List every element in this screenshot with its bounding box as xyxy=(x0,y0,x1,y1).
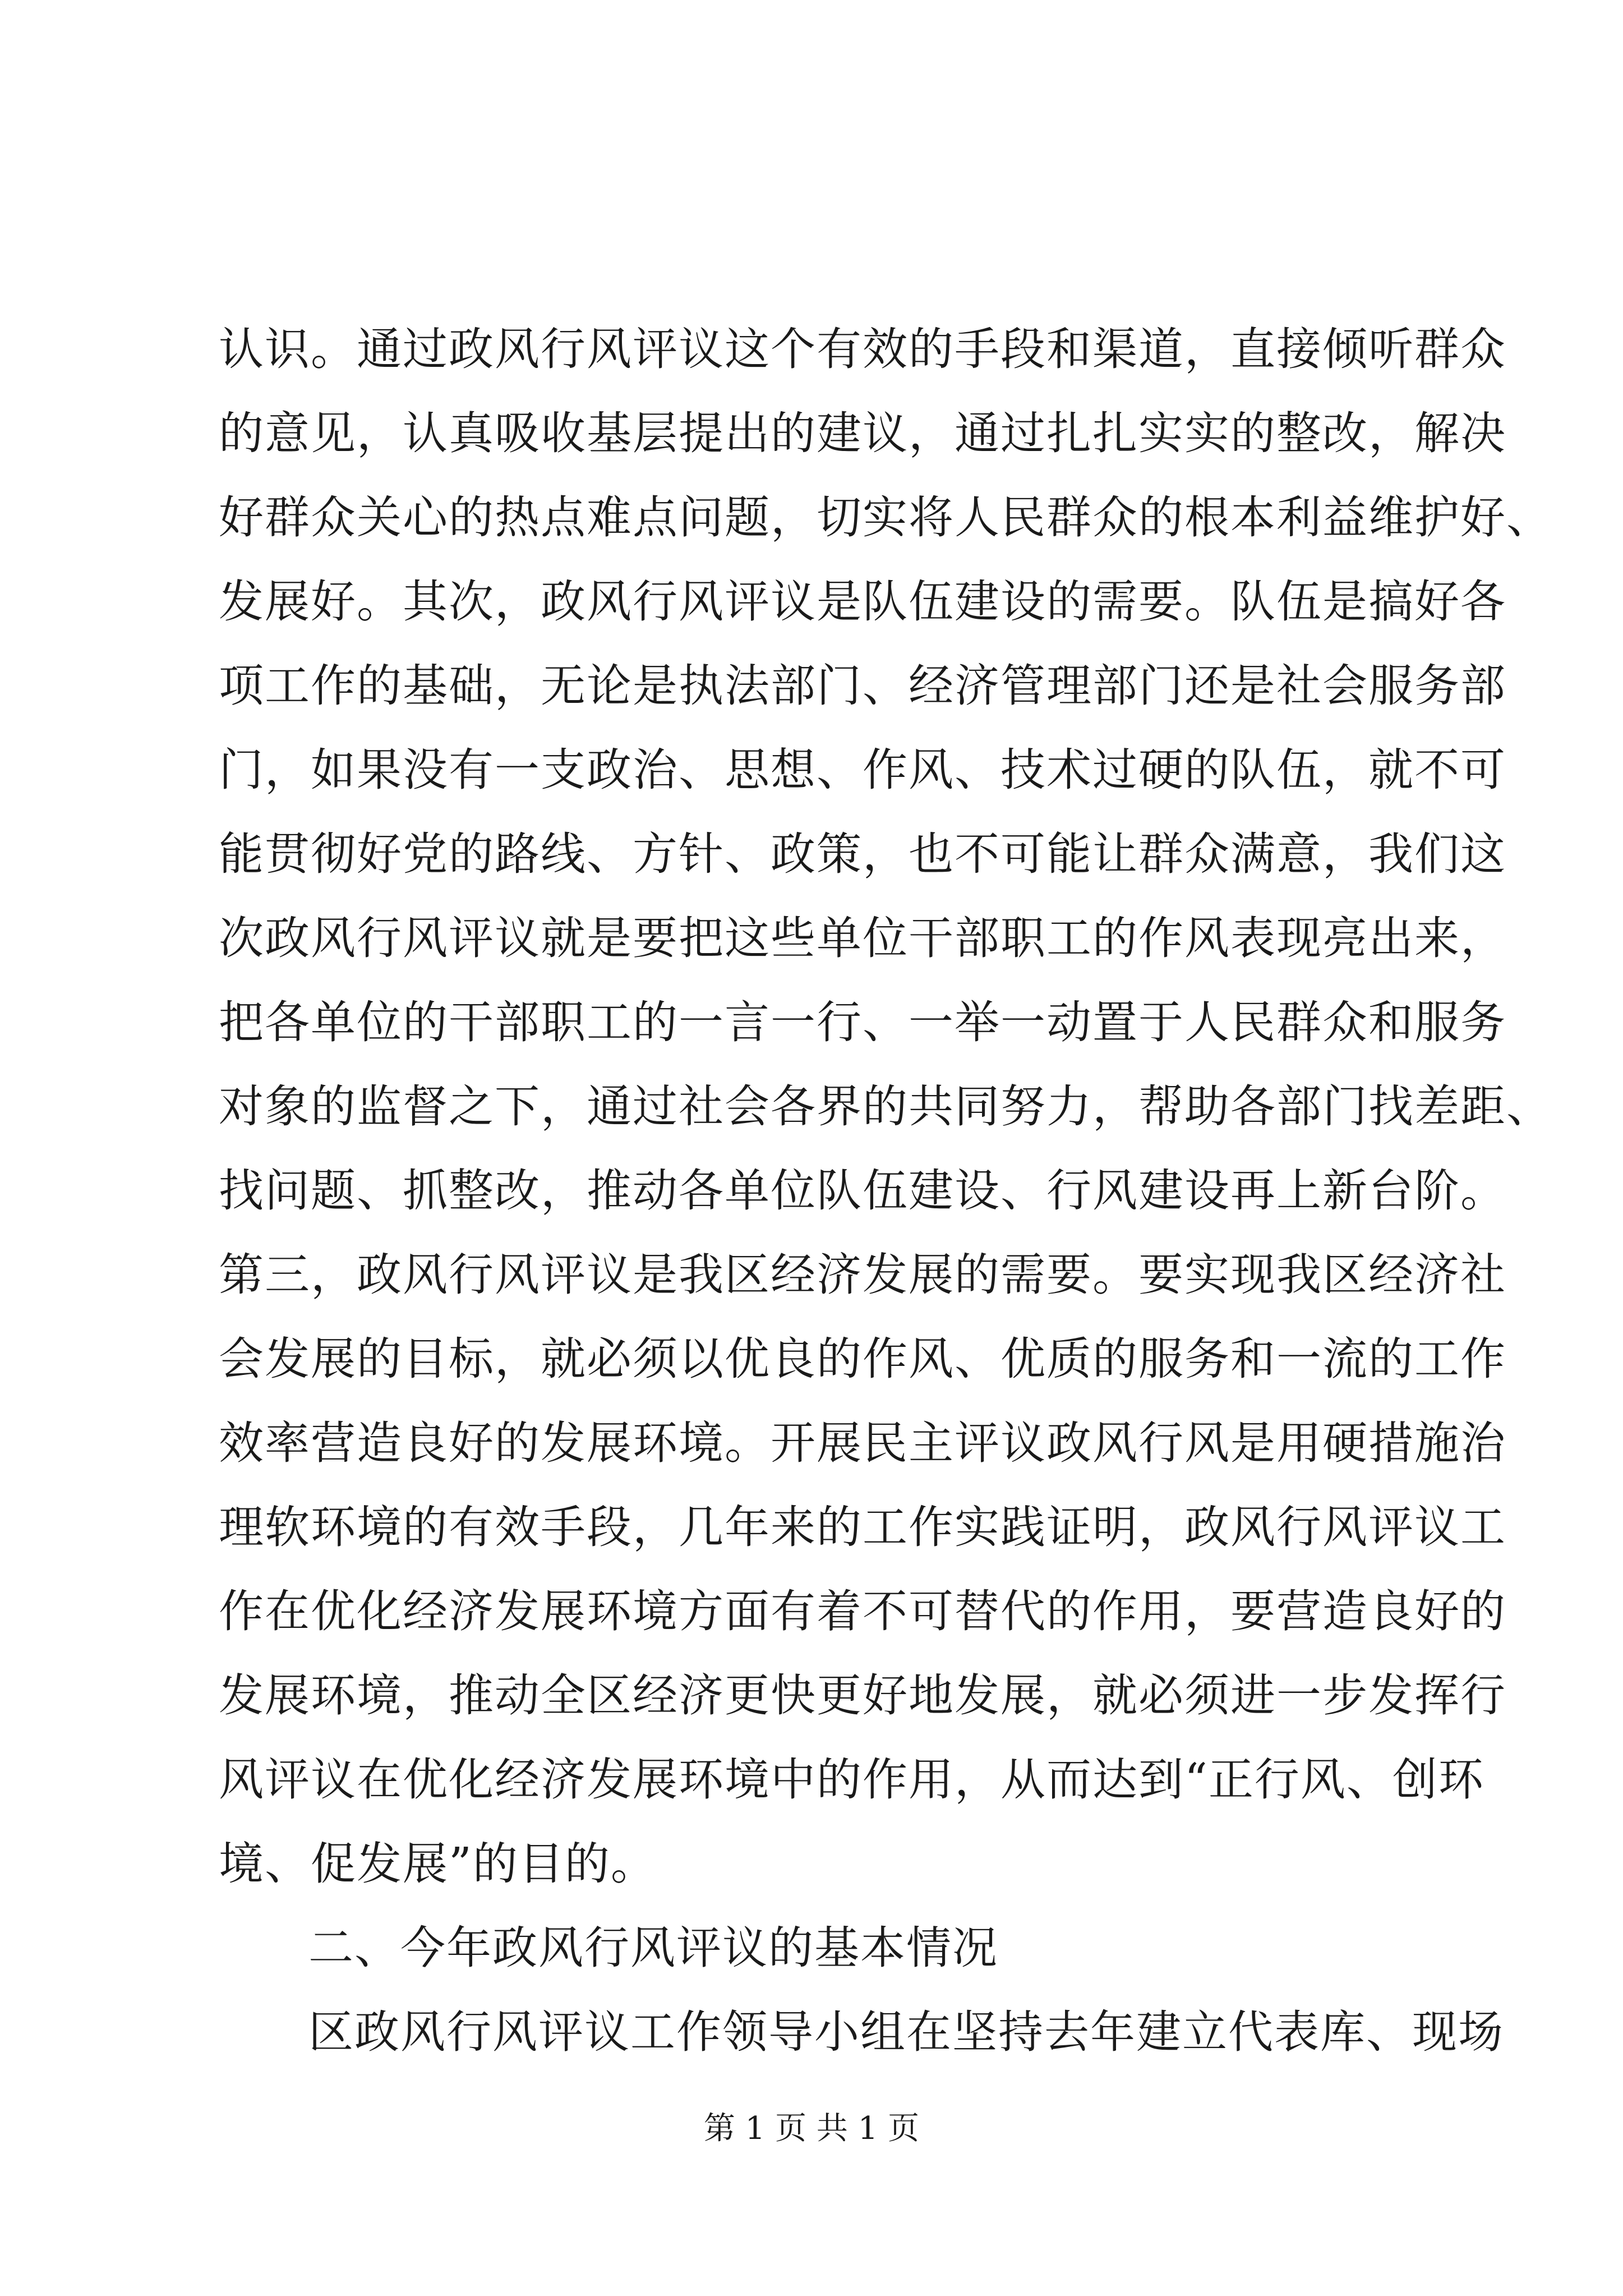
body-line: 境、促发展”的目的。 xyxy=(219,1838,657,1890)
body-line: 门，如果没有一支政治、思想、作风、技术过硬的队伍，就不可 xyxy=(219,744,1506,796)
body-line: 项工作的基础，无论是执法部门、经济管理部门还是社会服务部 xyxy=(219,660,1506,712)
section-heading: 二、今年政风行风评议的基本情况 xyxy=(308,1922,998,1974)
body-line: 发展环境，推动全区经济更快更好地发展，就必须进一步发挥行 xyxy=(219,1669,1506,1722)
page-footer: 第 1 页 共 1 页 xyxy=(703,2110,920,2147)
body-line: 能贯彻好党的路线、方针、政策，也不可能让群众满意，我们这 xyxy=(219,828,1506,880)
body-line: 发展好。其次，政风行风评议是队伍建设的需要。队伍是搞好各 xyxy=(219,576,1506,628)
body-line: 效率营造良好的发展环境。开展民主评议政风行风是用硬措施治 xyxy=(219,1417,1506,1469)
body-line: 次政风行风评议就是要把这些单位干部职工的作风表现亮出来， xyxy=(219,912,1506,964)
body-line: 作在优化经济发展环境方面有着不可替代的作用，要营造良好的 xyxy=(219,1585,1506,1637)
body-line: 的意见，认真吸收基层提出的建议，通过扎扎实实的整改，解决 xyxy=(219,407,1506,459)
body-line: 理软环境的有效手段，几年来的工作实践证明，政风行风评议工 xyxy=(219,1501,1506,1553)
body-line: 第三，政风行风评议是我区经济发展的需要。要实现我区经济社 xyxy=(219,1249,1506,1301)
body-line: 对象的监督之下，通过社会各界的共同努力，帮助各部门找差距、 xyxy=(219,1080,1552,1133)
body-line: 认识。通过政风行风评议这个有效的手段和渠道，直接倾听群众 xyxy=(219,323,1506,375)
body-line: 会发展的目标，就必须以优良的作风、优质的服务和一流的工作 xyxy=(219,1333,1506,1385)
paragraph-first-line: 区政风行风评议工作领导小组在坚持去年建立代表库、现场 xyxy=(308,2006,1504,2058)
body-line: 找问题、抓整改，推动各单位队伍建设、行风建设再上新台阶。 xyxy=(219,1165,1506,1217)
body-line: 风评议在优化经济发展环境中的作用，从而达到“正行风、创环 xyxy=(219,1754,1484,1806)
body-line: 好群众关心的热点难点问题，切实将人民群众的根本利益维护好、 xyxy=(219,491,1552,544)
body-line: 把各单位的干部职工的一言一行、一举一动置于人民群众和服务 xyxy=(219,996,1506,1048)
document-body xyxy=(219,307,1552,2074)
